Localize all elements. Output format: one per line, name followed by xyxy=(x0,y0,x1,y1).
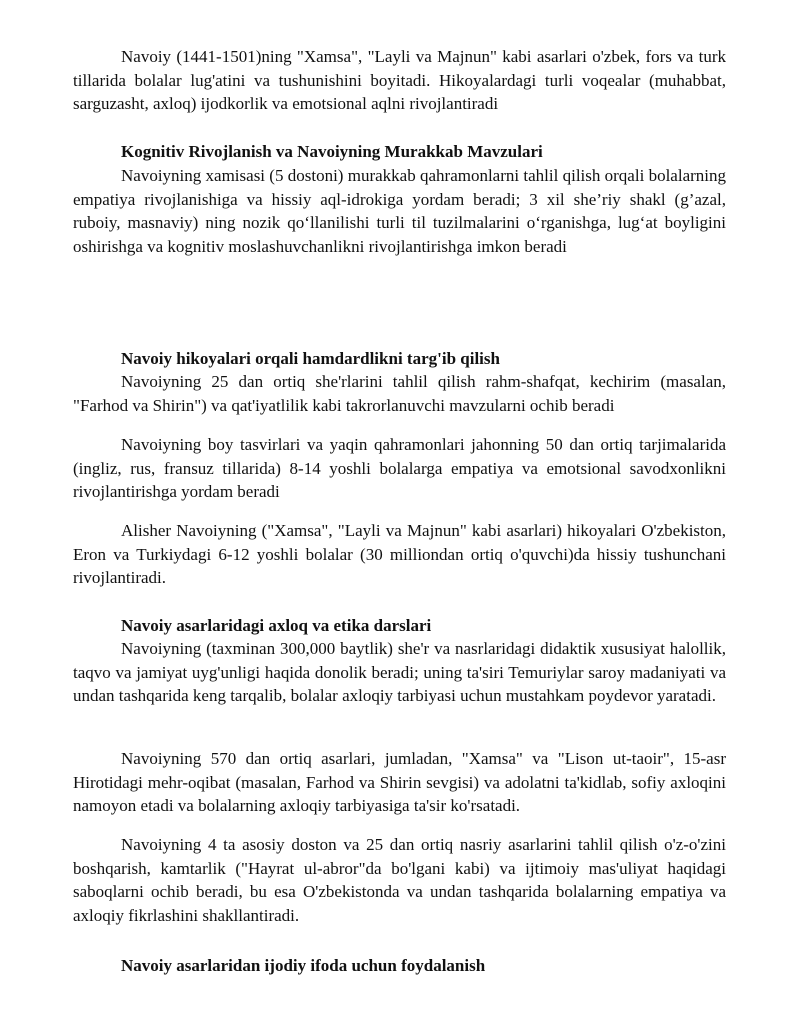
section-heading-cognitive: Kognitiv Rivojlanish va Navoiyning Murakkab Mavzulari xyxy=(121,142,543,161)
paragraph-empathy-1: Navoiyning 25 dan ortiq she'rlarini tahlil qilish rahm-shafqat, kechirim (masalan, "Farhod va Shirin") va qat'iyatlilik kabi takrorlanuvchi mavzularni ochib beradi xyxy=(73,372,726,415)
section-heading-ethics: Navoiy asarlaridagi axloq va etika darslari xyxy=(121,616,432,635)
section-heading-empathy: Navoiy hikoyalari orqali hamdardlikni targ'ib qilish xyxy=(121,349,500,368)
paragraph-intro: Navoiy (1441-1501)ning "Xamsa", "Layli va Majnun" kabi asarlari o'zbek, fors va turk tillarida bolalar lug'atini va tushunishini boyitadi. Hikoyalardagi turli voqealar (muhabbat, sarguzasht, axloq) ijodkorlik va emotsional aqlni rivojlantiradi xyxy=(73,47,726,114)
paragraph-ethics-2: Navoiyning 570 dan ortiq asarlari, jumladan, "Xamsa" va "Lison ut-taoir", 15-asr Hirotidagi mehr-oqibat (masalan, Farhod va Shirin sevgisi) va adolatni ta'kidlab, sofiy axloqini namoyon etadi va bolalarning axloqiy tarbiyasiga ta'sir ko'rsatadi. xyxy=(73,749,726,816)
paragraph-empathy-2: Navoiyning boy tasvirlari va yaqin qahramonlari jahonning 50 dan ortiq tarjimalarida (ingliz, rus, fransuz tillarida) 8-14 yoshli bolalarga empatiya va emotsional savodxonlikni rivojlantirishga yordam beradi xyxy=(73,435,726,502)
paragraph-empathy-3: Alisher Navoiyning ("Xamsa", "Layli va Majnun" kabi asarlari) hikoyalari O'zbekiston, Eron va Turkiydagi 6-12 yoshli bolalar (30 milliondan ortiq o'quvchi)da hissiy tushunchani rivojlantiradi. xyxy=(73,521,726,588)
paragraph-cognitive: Navoiyning xamisasi (5 dostoni) murakkab qahramonlarni tahlil qilish orqali bolalarning empatiya rivojlanishiga va hissiy aql-idrokiga yordam beradi; 3 xil she’riy shakl (g’azal, ruboiy, masnaviy) ning nozik qo‘llanilishi turli til tuzilmalarini o‘rganishga, lug‘at boyligini oshirishga va kognitiv moslashuvchanlikni rivojlantirishga imkon beradi xyxy=(73,166,726,257)
paragraph-ethics-1: Navoiyning (taxminan 300,000 baytlik) she'r va nasrlaridagi didaktik xususiyat halollik, taqvo va jamiyat uyg'unligi haqida donolik beradi; uning ta'siri Temuriylar saroy madaniyati va undan tashqarida keng tarqalib, bolalar axloqiy tarbiyasi uchun mustahkam poydevor yaratadi. xyxy=(73,639,726,706)
section-heading-creative: Navoiy asarlaridan ijodiy ifoda uchun foydalanish xyxy=(121,956,486,975)
paragraph-ethics-3: Navoiyning 4 ta asosiy doston va 25 dan ortiq nasriy asarlarini tahlil qilish o'z-o'zini boshqarish, kamtarlik ("Hayrat ul-abror"da bo'lgani kabi) va ijtimoiy mas'uliyat haqidagi saboqlarni ochib beradi, bu esa O'zbekistonda va undan tashqarida bolalarning empatiya va axloqiy fikrlashini shakllantiradi. xyxy=(73,835,726,926)
